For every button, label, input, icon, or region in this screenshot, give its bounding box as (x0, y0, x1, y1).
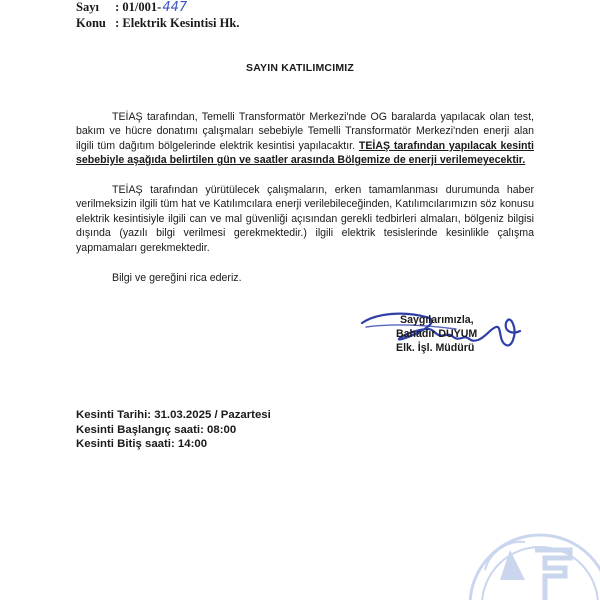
paragraph-1 (76, 110, 534, 168)
konu-row (76, 16, 239, 31)
paragraph-3: Bilgi ve gereğini rica ederiz. (112, 272, 242, 284)
konu-value: : Elektrik Kesintisi Hk. (115, 16, 240, 30)
watermark-stamp (430, 510, 600, 600)
paragraph-1-text: TEİAŞ tarafından, Temelli Transformatör Merkezi'nde OG baralarda yapılacak olan test, bakım ve hücre donatımı çalışmaları sebebiyle Temelli Transformatör Merkezi'nden enerji alan ilgili tüm dağıtım bölgelerinde elektrik kesintisi yapılacaktır. (76, 111, 534, 152)
paragraph-1-emphasis: TEİAŞ tarafından yapılacak kesinti sebebiyle aşağıda belirtilen gün ve saatler arasında Bölgemize de enerji verilemeyecektir. (76, 139, 535, 167)
outage-details (76, 408, 271, 452)
paragraph-2-text: TEİAŞ tarafından yürütülecek çalışmaların, erken tamamlanması durumunda haber verilmeksizin ilgili tüm hat ve Katılımcılara enerji verilebileceğinden, Katılımcılarımızın söz konusu elektrik kesintisiyle ilgili can ve mal güvenliği açısından gerekli tedbirleri almaları, bölgeniz bilgisi dışında (yazılı bilgi verilmesi gerekmektedir.) ilgili elektrik tesislerinde kesinlikle çalışma yapmamaları gerekmektedir. (76, 184, 534, 254)
signature-block (396, 313, 477, 355)
sayi-label: Sayı (76, 0, 99, 14)
sayi-row (76, 0, 187, 15)
sayi-handwritten-number: 447 (162, 0, 188, 15)
signature-closing: Saygılarımızla, (400, 314, 474, 326)
outage-date: Kesinti Tarihi: 31.03.2025 / Pazartesi (76, 409, 271, 421)
sayi-value: : 01/001- (115, 0, 162, 14)
konu-label: Konu (76, 16, 106, 30)
outage-end-time: Kesinti Bitiş saati: 14:00 (76, 438, 208, 451)
salutation-heading: SAYIN KATILIMCIMIZ (245, 62, 354, 74)
signature-name: Bahadır DUYUM (396, 328, 478, 340)
signature-title: Elk. İşl. Müdürü (396, 342, 475, 354)
paragraph-2 (76, 183, 534, 255)
outage-start-time: Kesinti Başlangıç saati: 08:00 (76, 423, 237, 436)
